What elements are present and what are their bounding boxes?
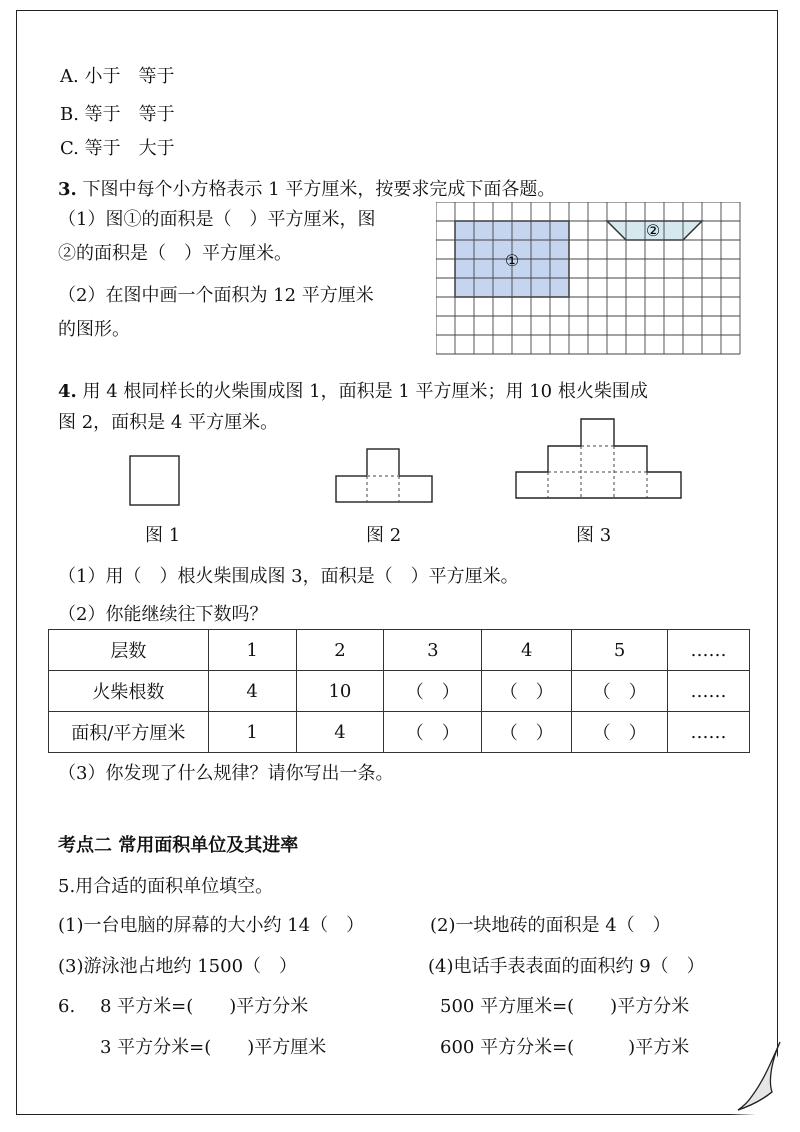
table-cell: …… (668, 630, 750, 671)
q3-part1-line1: （1）图①的面积是（ ）平方厘米，图 (58, 209, 376, 230)
table-cell: 1 (208, 630, 296, 671)
q3-part2-line1: （2）在图中画一个面积为 12 平方厘米 (58, 285, 374, 306)
table-cell: 4 (208, 671, 296, 712)
table-cell: …… (668, 671, 750, 712)
q4-line1 (58, 381, 648, 403)
q5-title: 5.用合适的面积单位填空。 (58, 876, 274, 897)
q6-item-1: 8 平方米=( )平方分米 (100, 996, 309, 1017)
table-cell: （ ） (482, 712, 572, 753)
q5-item-3: (3)游泳池占地约 1500（ ） (58, 956, 298, 977)
figure-3-matches (514, 417, 684, 501)
q5-item-2: (2)一块地砖的面积是 4（ ） (430, 915, 671, 936)
q5-item-1: (1)一台电脑的屏幕的大小约 14（ ） (58, 915, 365, 936)
table-row-area (49, 712, 750, 753)
figure-2-matches (334, 447, 434, 505)
table-cell: 4 (296, 712, 384, 753)
shape-1-label: ① (504, 251, 520, 270)
figure-3-caption: 图 3 (576, 525, 612, 546)
matches-table (48, 629, 750, 753)
option-b: B. 等于 等于 (60, 104, 175, 125)
table-cell: （ ） (572, 671, 668, 712)
table-cell: （ ） (384, 671, 482, 712)
table-cell: （ ） (384, 712, 482, 753)
table-cell: （ ） (482, 671, 572, 712)
table-cell: 面积/平方厘米 (49, 712, 209, 753)
table-cell: 层数 (49, 630, 209, 671)
table-cell: 火柴根数 (49, 671, 209, 712)
table-cell: 3 (384, 630, 482, 671)
q3-grid-figure (436, 202, 744, 356)
figure-2-caption: 图 2 (366, 525, 402, 546)
table-cell: 2 (296, 630, 384, 671)
q4-sub1: （1）用（ ）根火柴围成图 3，面积是（ ）平方厘米。 (58, 566, 519, 587)
q6-number: 6. (58, 996, 76, 1017)
figure-1-caption: 图 1 (145, 525, 181, 546)
q4-sub2: （2）你能继续往下数吗？ (58, 604, 268, 625)
q3-title-text: 下图中每个小方格表示 1 平方厘米，按要求完成下面各题。 (82, 179, 556, 200)
q4-number: 4. (58, 381, 77, 402)
shape-2-label: ② (645, 221, 661, 240)
q3-title (58, 179, 555, 201)
table-cell: 5 (572, 630, 668, 671)
option-a: A. 小于 等于 (60, 66, 175, 87)
q6-item-2: 500 平方厘米=( )平方分米 (440, 996, 690, 1017)
section2-heading: 考点二 常用面积单位及其进率 (58, 835, 299, 856)
q3-number: 3. (58, 179, 77, 200)
q5-item-4: (4)电话手表表面的面积约 9（ ） (428, 956, 705, 977)
q4-line1-text: 用 4 根同样长的火柴围成图 1，面积是 1 平方厘米；用 10 根火柴围成 (82, 381, 648, 402)
option-c: C. 等于 大于 (60, 138, 175, 159)
table-cell: 4 (482, 630, 572, 671)
page-border (16, 10, 778, 1115)
table-row-matches (49, 671, 750, 712)
figure-1-matches (128, 454, 182, 508)
q4-sub3: （3）你发现了什么规律？请你写出一条。 (58, 763, 394, 784)
table-cell: 1 (208, 712, 296, 753)
table-cell: 10 (296, 671, 384, 712)
table-row-layers (49, 630, 750, 671)
table-cell: （ ） (572, 712, 668, 753)
table-cell: …… (668, 712, 750, 753)
q3-part1-line2: ②的面积是（ ）平方厘米。 (58, 243, 292, 264)
q3-part2-line2: 的图形。 (58, 319, 130, 340)
q4-line2: 图 2，面积是 4 平方厘米。 (58, 412, 279, 433)
q6-item-3: 3 平方分米=( )平方厘米 (100, 1037, 327, 1058)
page-curl-icon (726, 1036, 786, 1116)
q6-item-4: 600 平方分米=( )平方米 (440, 1037, 690, 1058)
